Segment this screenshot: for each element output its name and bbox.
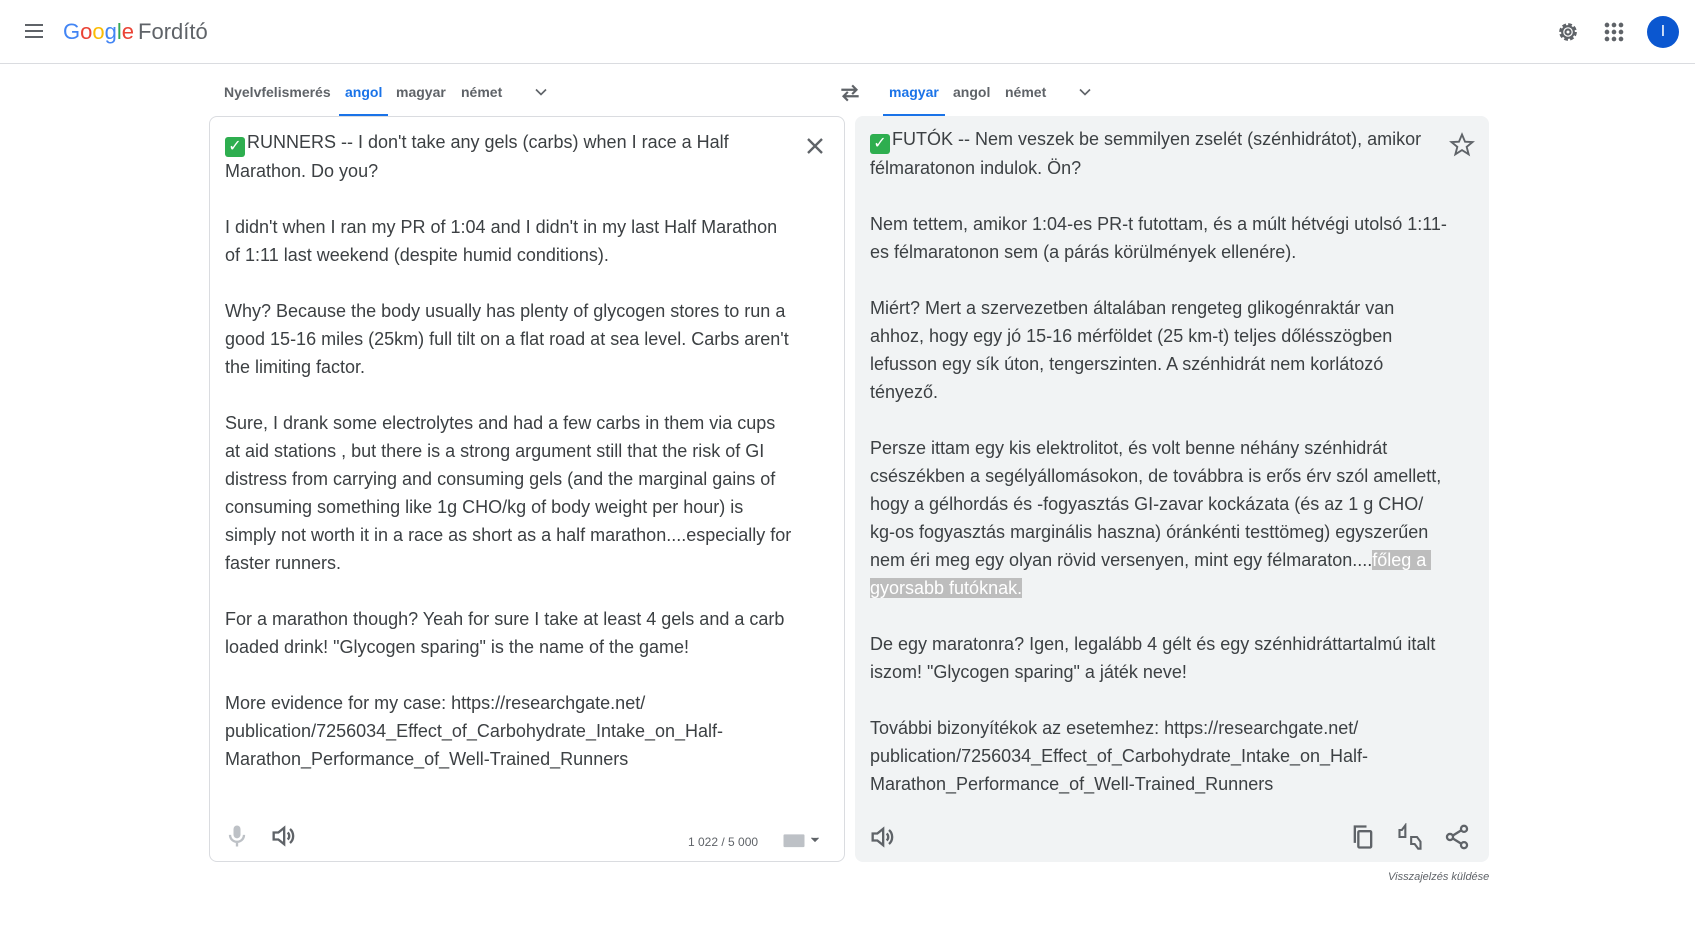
check-emoji-icon: ✓ — [225, 137, 245, 157]
tab-source-english[interactable]: angol — [345, 70, 382, 114]
translation-output — [870, 125, 1450, 826]
tab-target-english[interactable]: angol — [953, 84, 991, 100]
source-paragraph: More evidence for my case: https://researchgate.net/ publication/7256034_Effect_of_Carbohydrate_Intake_on_Half-Marathon_Performance_of_Well-Trained_Runners — [225, 693, 724, 769]
translation-paragraph: De egy maratonra? Igen, legalább 4 gélt és egy szénhidráttartalmú italt iszom! "Glycogen sparing" a játék neve! — [870, 634, 1441, 682]
copy-icon[interactable] — [1349, 823, 1377, 851]
speaker-icon[interactable] — [269, 822, 297, 850]
source-paragraph: ✓ RUNNERS -- I don't take any gels (carbs) when I race a Half Marathon. Do you? — [225, 132, 734, 181]
logo-letter: e — [121, 19, 135, 44]
source-text-input[interactable] — [225, 128, 795, 801]
chevron-down-icon[interactable] — [1075, 82, 1095, 102]
settings-icon[interactable] — [1554, 18, 1582, 46]
translation-paragraph: Miért? Mert a szervezetben általában rengeteg glikogénraktár van ahhoz, hogy egy jó 15-16 mérföldet (25 km-t) teljes dőlésszögben lefusson egy sík úton, tengerszinten. A szénhidrát nem korlátozó tényező. — [870, 298, 1400, 402]
rate-icon[interactable] — [1396, 823, 1424, 851]
source-paragraph: Why? Because the body usually has plenty of glycogen stores to run a good 15-16 miles (25km) full tilt on a flat road at sea level. Carbs aren't the limiting factor. — [225, 301, 794, 377]
speaker-icon[interactable] — [868, 823, 896, 851]
check-emoji-icon: ✓ — [870, 134, 890, 154]
translation-panel — [855, 116, 1489, 862]
source-paragraph: Sure, I drank some electrolytes and had a few carbs in them via cups at aid stations , but there is a strong argument still that the risk of GI distress from carrying and consuming gels (and the marginal gains of consuming something like 1g CHO/kg of body weight per hour) is simply not worth it in a race as short as a half marathon....especially for faster runners. — [225, 413, 797, 573]
translation-paragraph: ✓ FUTÓK -- Nem veszek be semmilyen zselét (szénhidrátot), amikor félmaratonon indulok. Ön? — [870, 129, 1427, 178]
keyboard-icon[interactable] — [781, 825, 821, 853]
translation-paragraph: Nem tettem, amikor 1:04-es PR-t futottam, és a múlt hétvégi utolsó 1:11-es félmaratonon sem (a párás körülmények ellenére). — [870, 214, 1447, 262]
tab-target-german[interactable]: német — [1005, 84, 1047, 100]
source-paragraph: For a marathon though? Yeah for sure I take at least 4 gels and a carb loaded drink! "Glycogen sparing" is the name of the game! — [225, 609, 790, 657]
star-icon[interactable] — [1448, 131, 1476, 159]
translation-paragraph: Persze ittam egy kis elektrolitot, és volt benne néhány szénhidrát csészékben a segélyállomásokon, de továbbra is erős érv szól amellett, hogy a gélhordás és -fogyasztás GI-zavar kockázata (és az 1 g CHO/ kg-os fogyasztás marginális haszna) óránkénti testtömeg) egyszerűen nem éri meg egy olyan rövid versenyen, mint egy félmaraton....főleg a gyorsabb futóknak. — [870, 438, 1447, 598]
clear-icon[interactable] — [801, 132, 829, 160]
mic-icon[interactable] — [223, 822, 251, 850]
avatar[interactable]: I — [1647, 16, 1679, 48]
share-icon[interactable] — [1443, 823, 1471, 851]
tab-source-german[interactable]: német — [461, 84, 503, 100]
character-count: 1 022 / 5 000 — [688, 835, 759, 849]
highlighted-phrase[interactable]: főleg a gyorsabb futóknak. — [870, 550, 1432, 598]
target-language-bar — [860, 70, 1500, 116]
translation-paragraph: További bizonyítékok az esetemhez: https://researchgate.net/ publication/7256034_Effect_of_Carbohydrate_Intake_on_Half-Marathon_Performance_of_Well-Trained_Runners — [870, 718, 1369, 794]
source-paragraph: I didn't when I ran my PR of 1:04 and I didn't in my last Half Marathon of 1:11 last weekend (despite humid conditions). — [225, 217, 783, 265]
apps-icon[interactable] — [1600, 18, 1628, 46]
source-panel — [209, 116, 845, 862]
app-logo[interactable] — [63, 18, 208, 46]
chevron-down-icon[interactable] — [531, 82, 551, 102]
menu-icon[interactable] — [22, 20, 46, 44]
tab-detect-language[interactable]: Nyelvfelismerés — [224, 84, 331, 100]
send-feedback-link[interactable]: Visszajelzés küldése — [1388, 871, 1490, 883]
logo-letter: o — [92, 19, 105, 44]
logo-letter: g — [104, 19, 117, 44]
app-header — [0, 0, 1695, 64]
logo-letter: G — [63, 19, 81, 44]
tab-source-hungarian[interactable]: magyar — [396, 84, 446, 100]
product-name: Fordító — [138, 19, 208, 44]
tab-target-hungarian[interactable]: magyar — [889, 70, 939, 114]
logo-letter: o — [80, 19, 93, 44]
logo-letter: l — [116, 19, 122, 44]
source-language-bar — [0, 70, 840, 116]
